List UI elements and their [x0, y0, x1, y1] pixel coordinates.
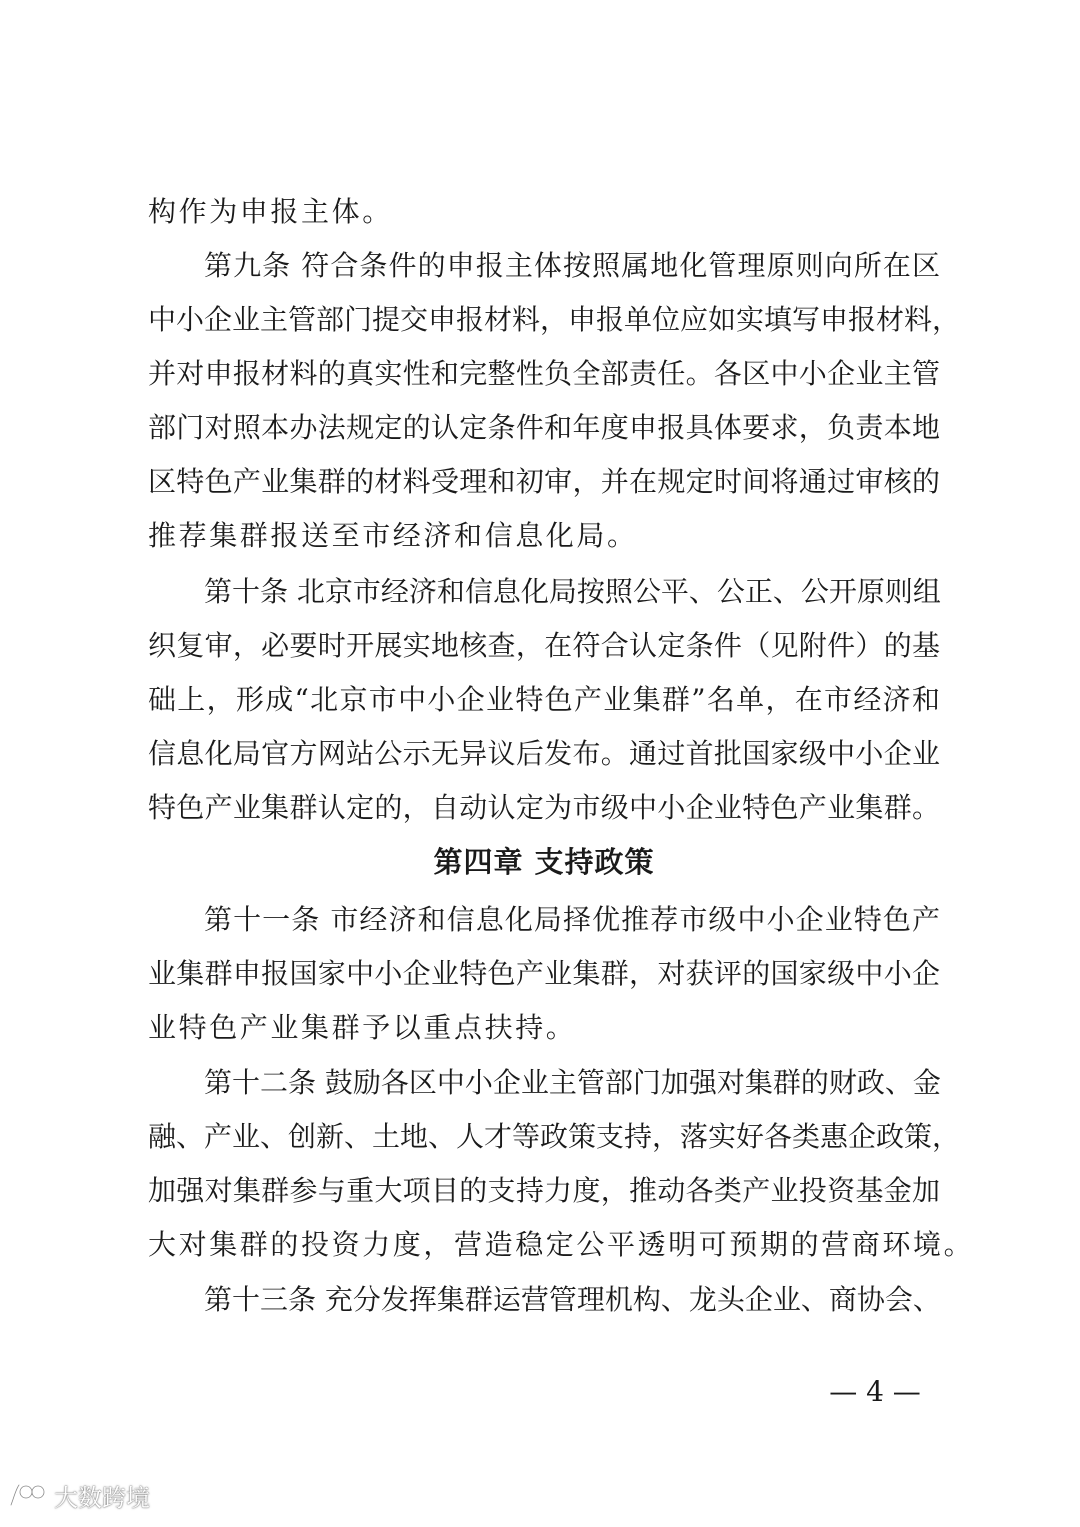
chapter-heading: 第四章 支持政策 — [433, 845, 655, 879]
text-line: 业集群申报国家中小企业特色产业集群，对获评的国家级中小企 — [148, 957, 940, 990]
text-line: 中小企业主管部门提交申报材料，申报单位应如实填写申报材料， — [148, 303, 961, 336]
text-line: 加强对集群参与重大项目的支持力度，推动各类产业投资基金加 — [148, 1174, 940, 1207]
text-line: 第十二条 鼓励各区中小企业主管部门加强对集群的财政、金 — [204, 1066, 941, 1099]
text-line: 第九条 符合条件的申报主体按照属地化管理原则向所在区 — [204, 249, 940, 282]
text-line: 织复审，必要时开展实地核查，在符合认定条件（见附件）的基 — [148, 629, 940, 662]
text-line: 并对申报材料的真实性和完整性负全部责任。各区中小企业主管 — [148, 357, 940, 390]
text-line: 第十三条 充分发挥集群运营管理机构、龙头企业、商协会、 — [204, 1283, 941, 1316]
page-number: — 4 — — [829, 1375, 921, 1408]
watermark — [8, 1478, 150, 1512]
text-line: 信息化局官方网站公示无异议后发布。通过首批国家级中小企业 — [148, 737, 940, 770]
text-line: 第十条 北京市经济和信息化局按照公平、公正、公开原则组 — [204, 575, 941, 608]
text-line: 部门对照本办法规定的认定条件和年度申报具体要求，负责本地 — [148, 411, 940, 444]
text-line: 推荐集群报送至市经济和信息化局。 — [148, 519, 638, 552]
brand-logo-icon — [8, 1481, 50, 1509]
text-line: 第十一条 市经济和信息化局择优推荐市级中小企业特色产 — [204, 903, 940, 936]
text-line: 特色产业集群认定的，自动认定为市级中小企业特色产业集群。 — [148, 791, 940, 824]
text-line: 构作为申报主体。 — [148, 195, 393, 228]
text-line: 大对集群的投资力度，营造稳定公平透明可预期的营商环境。 — [148, 1228, 975, 1261]
text-line: 区特色产业集群的材料受理和初审，并在规定时间将通过审核的 — [148, 465, 940, 498]
text-line: 业特色产业集群予以重点扶持。 — [148, 1011, 577, 1044]
watermark-text: 大数跨境 — [54, 1483, 150, 1512]
text-line: 础上，形成“北京市中小企业特色产业集群”名单，在市经济和 — [148, 683, 940, 716]
text-line: 融、产业、创新、土地、人才等政策支持，落实好各类惠企政策， — [148, 1120, 961, 1153]
